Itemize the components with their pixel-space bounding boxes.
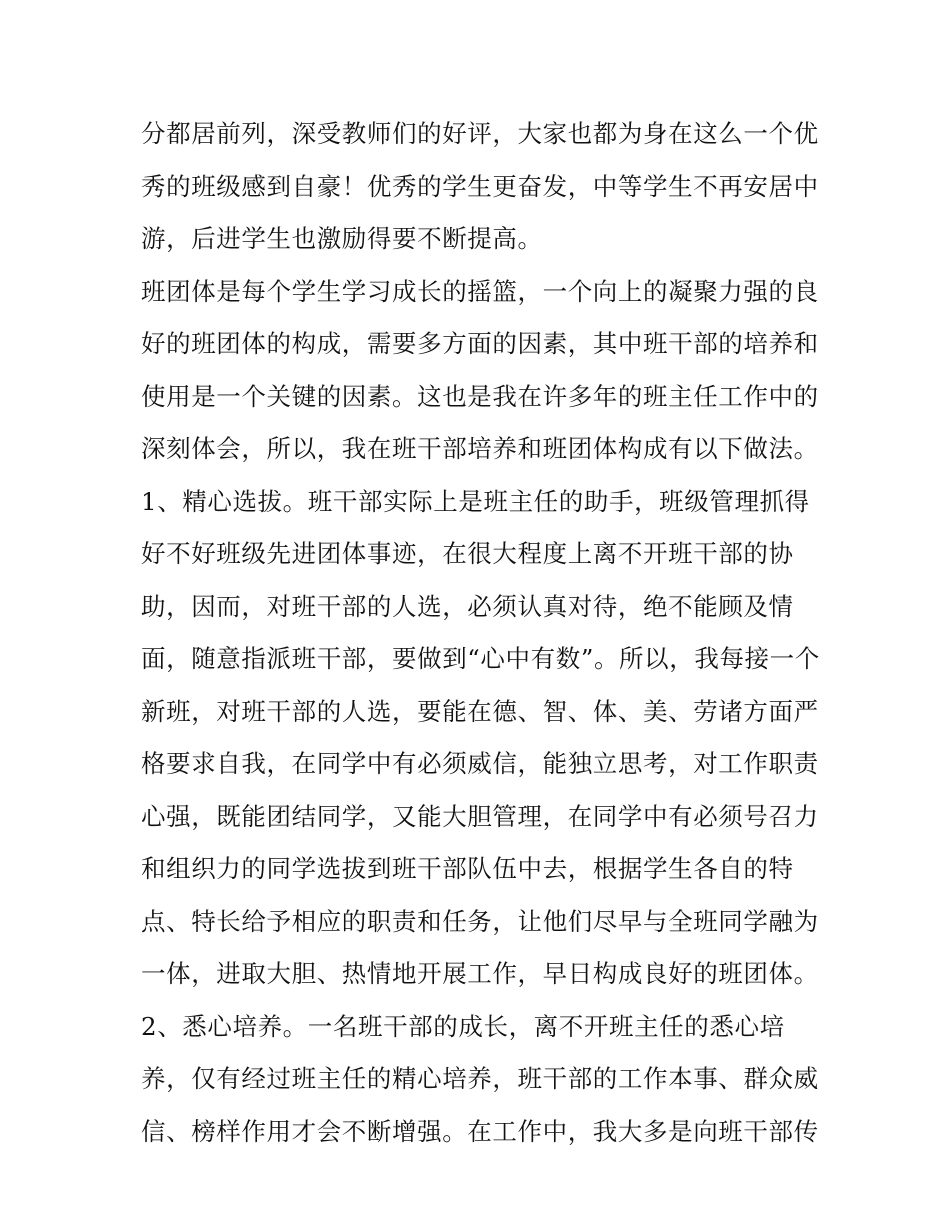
text-line: 养，仅有经过班主任的精心培养，班干部的工作本事、群众威 <box>141 1064 819 1093</box>
text-line: 好不好班级先进团体事迹，在很大程度上离不开班干部的协 <box>141 539 794 568</box>
text-line: 面，随意指派班干部，要做到“心中有数”。所以，我每接一个 <box>141 644 820 673</box>
text-line: 好的班团体的构成，需要多方面的因素，其中班干部的培养和 <box>141 329 819 358</box>
text-line: 游，后进学生也激励得要不断提高。 <box>141 224 543 253</box>
text-line: 使用是一个关键的因素。这也是我在许多年的班主任工作中的 <box>141 381 819 411</box>
text-line: 和组织力的同学选拔到班干部队伍中去，根据学生各自的特 <box>141 854 794 883</box>
text-line: 分都居前列，深受教师们的好评，大家也都为身在这么一个优 <box>141 119 819 148</box>
body-text <box>141 108 821 1158</box>
text-line: 一体，进取大胆、热情地开展工作，早日构成良好的班团体。 <box>141 959 819 988</box>
text-line: 格要求自我，在同学中有必须威信，能独立思考，对工作职责 <box>141 749 819 778</box>
text-line: 2、悉心培养。一名班干部的成长，离不开班主任的悉心培 <box>141 1011 785 1041</box>
text-line: 1、精心选拔。班干部实际上是班主任的助手，班级管理抓得 <box>141 486 810 516</box>
text-line: 信、榜样作用才会不断增强。在工作中，我大多是向班干部传 <box>141 1116 819 1146</box>
text-line: 心强，既能团结同学，又能大胆管理，在同学中有必须号召力 <box>141 801 819 831</box>
text-line: 秀的班级感到自豪！优秀的学生更奋发，中等学生不再安居中 <box>141 171 819 201</box>
text-line: 新班，对班干部的人选，要能在德、智、体、美、劳诸方面严 <box>141 696 819 726</box>
text-line: 深刻体会，所以，我在班干部培养和班团体构成有以下做法。 <box>141 434 819 463</box>
text-line: 点、特长给予相应的职责和任务，让他们尽早与全班同学融为 <box>141 906 819 936</box>
text-line: 班团体是每个学生学习成长的摇篮，一个向上的凝聚力强的良 <box>141 276 819 306</box>
text-line: 助，因而，对班干部的人选，必须认真对待，绝不能顾及情 <box>141 591 794 621</box>
